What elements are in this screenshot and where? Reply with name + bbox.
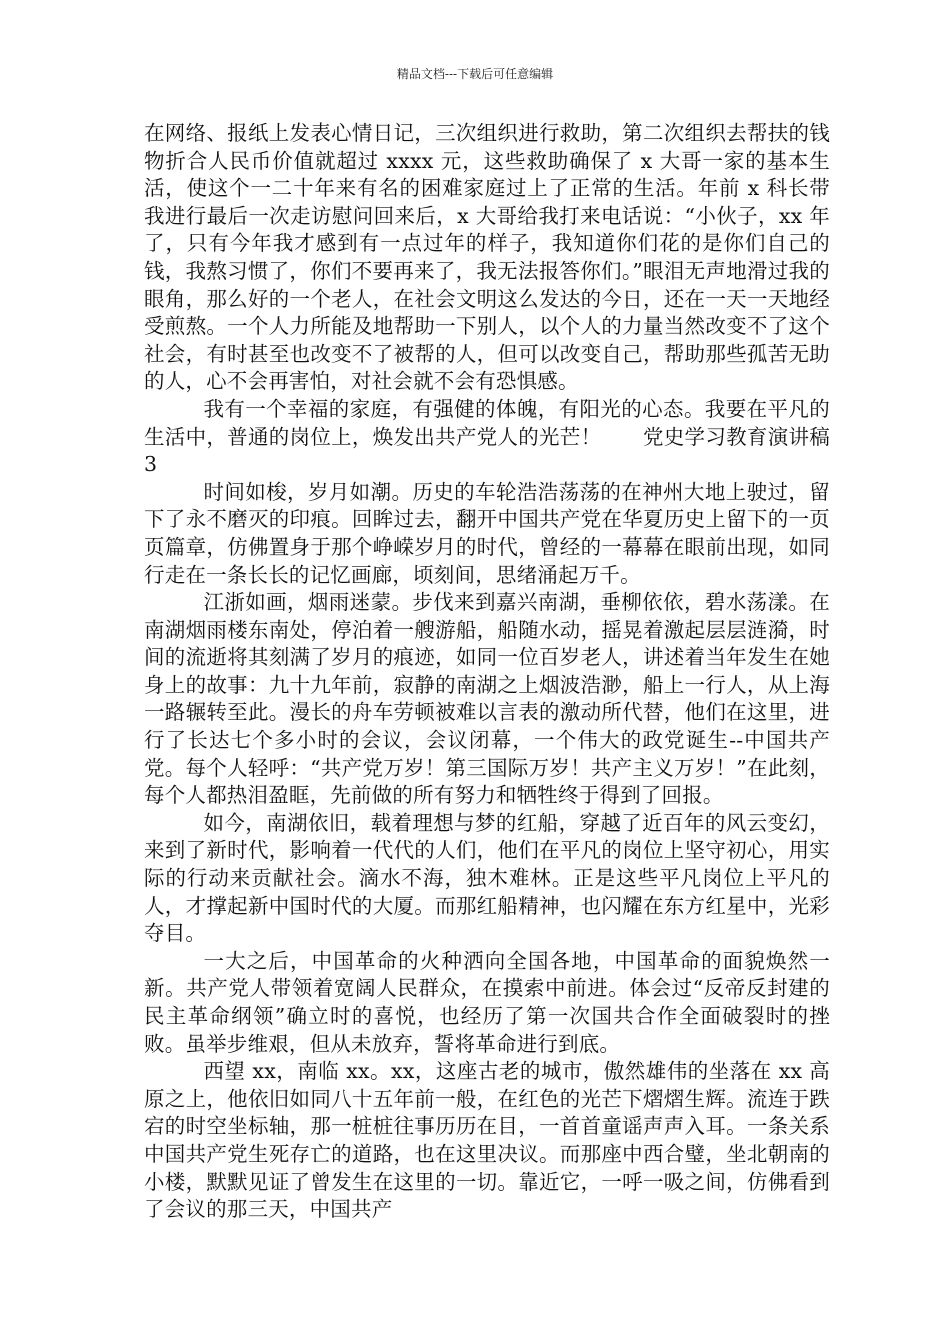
paragraph-ancient-city: 西望 xx，南临 xx。xx，这座古老的城市，傲然雄伟的坐落在 xx 高原之上，他依旧如同八十五年前一般，在红色的光芒下熠熠生辉。流连于跌宕的时空坐标轴，那一桩桩往事历历在目，一首首童谣声声入耳。一条关系中国共产党生死存亡的道路，也在这里决议。而那座中西合璧，坐北朝南的小楼，默默见证了曾发生在这里的一切。靠近它，一呼一吸之间，仿佛看到了会议的那三天，中国共产 xyxy=(144,1059,830,1222)
paragraph-after-first-congress: 一大之后，中国革命的火种洒向全国各地，中国革命的面貌焕然一新。共产党人带领着宽阔人民群众，在摸索中前进。体会过“反帝反封建的民主革命纲领”确立时的喜悦，也经历了第一次国共合作全面破裂时的挫败。虽举步维艰，但从未放弃，誓将革命进行到底。 xyxy=(144,948,830,1056)
document-body xyxy=(144,120,830,1224)
paragraph-happy-family: 我有一个幸福的家庭，有强健的体魄，有阳光的心态。我要在平凡的生活中，普通的岗位上，焕发出共产党人的光芒！ 党史学习教育演讲稿 3 xyxy=(144,396,830,477)
paragraph-time-flies: 时间如梭，岁月如潮。历史的车轮浩浩荡荡的在神州大地上驶过，留下了永不磨灭的印痕。回眸过去，翻开中国共产党在华夏历史上留下的一页页篇章，仿佛置身于那个峥嵘岁月的时代，曾经的一幕幕在眼前出现，如同行走在一条长长的记忆画廊，顷刻间，思绪涌起万千。 xyxy=(144,479,830,587)
paragraph-south-lake: 江浙如画，烟雨迷蒙。步伐来到嘉兴南湖，垂柳依依，碧水荡漾。在南湖烟雨楼东南处，停泊着一艘游船，船随水动，摇晃着激起层层涟漪，时间的流逝将其刻满了岁月的痕迹，如同一位百岁老人，讲述着当年发生在她身上的故事：九十九年前，寂静的南湖之上烟波浩渺，船上一行人，从上海一路辗转至此。漫长的舟车劳顿被难以言表的激动所代替，他们在这里，进行了长达七个多小时的会议，会议闭幕，一个伟大的政党诞生--中国共产党。每个人轻呼：“共产党万岁！第三国际万岁！共产主义万岁！”在此刻，每个人都热泪盈眶，先前做的所有努力和牺牲终于得到了回报。 xyxy=(144,590,830,808)
page-header: 精品文档---下载后可任意编辑 xyxy=(396,67,554,81)
paragraph-continued: 在网络、报纸上发表心情日记，三次组织进行救助，第二次组织去帮扶的钱物折合人民币价值就超过 xxxx 元，这些救助确保了 x 大哥一家的基本生活，使这个一二十年来有名的困难家庭过上了正常的生活。年前 x 科长带我进行最后一次走访慰问回来后，x 大哥给我打来电话说：“小伙子，xx 年了，只有今年我才感到有一点过年的样子，我知道你们花的是你们自己的钱，我熬习惯了，你们不要再来了，我无法报答你们。”眼泪无声地滑过我的眼角，那么好的一个老人，在社会文明这么发达的今日，还在一天一天地经受煎熬。一个人力所能及地帮助一下别人，以个人的力量当然改变不了这个社会，有时甚至也改变不了被帮的人，但可以改变自己，帮助那些孤苦无助的人，心不会再害怕，对社会就不会有恐惧感。 xyxy=(144,121,830,394)
paragraph-red-boat: 如今，南湖依旧，载着理想与梦的红船，穿越了近百年的风云变幻，来到了新时代，影响着一代代的人们，他们在平凡的岗位上坚守初心，用实际的行动来贡献社会。滴水不海，独木难林。正是这些平凡岗位上平凡的人，才撑起新中国时代的大厦。而那红船精神，也闪耀在东方红星中，光彩夺目。 xyxy=(144,810,830,946)
